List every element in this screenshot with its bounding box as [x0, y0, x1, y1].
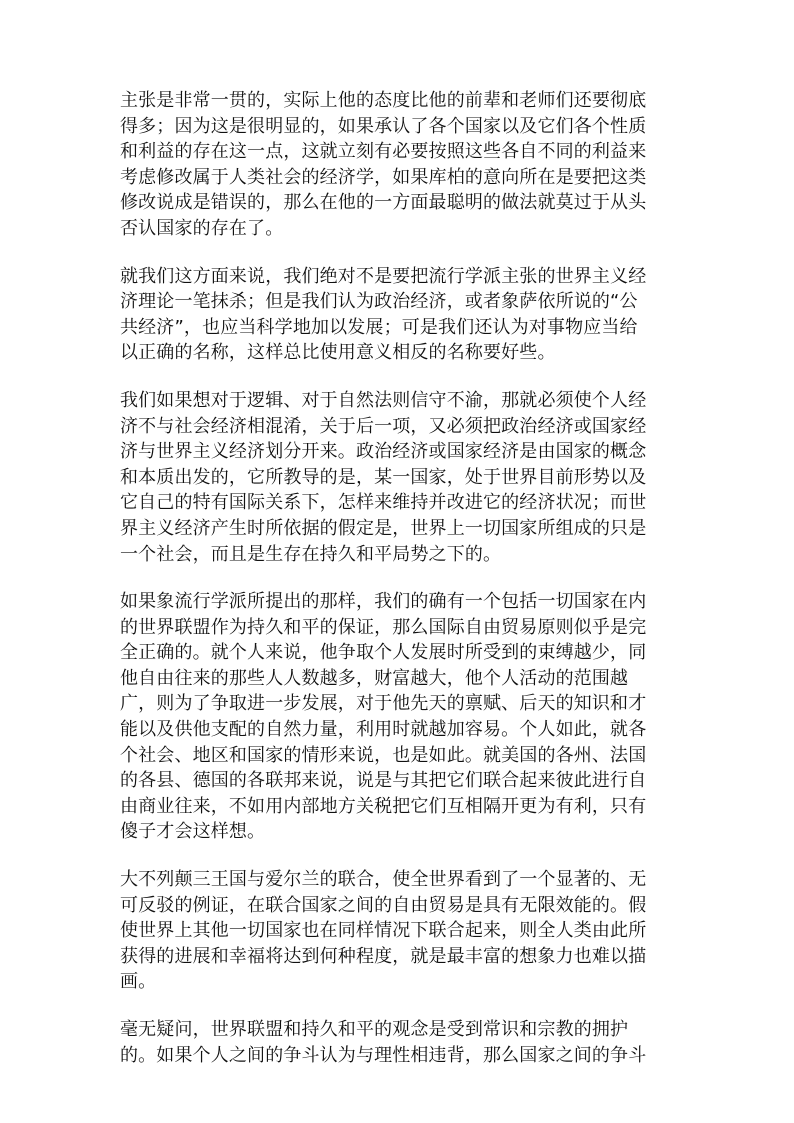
text-line: 修改说成是错误的，那么在他的一方面最聪明的做法就莫过于从头 — [120, 192, 647, 214]
paragraph-2 — [120, 264, 676, 366]
text-line: 他自由往来的那些人人数越多，财富越大，他个人活动的范围越 — [120, 667, 629, 689]
text-line: 个社会、地区和国家的情形来说，也是如此。就美国的各州、法国 — [120, 744, 647, 766]
paragraph-6 — [120, 1017, 676, 1068]
text-line: 如果象流行学派所提出的那样，我们的确有一个包括一切国家在内 — [120, 591, 647, 613]
text-line: 画。 — [120, 971, 157, 993]
text-line: 我们如果想对于逻辑、对于自然法则信守不渝，那就必须使个人经 — [120, 389, 647, 411]
text-line: 它自己的特有国际关系下，怎样来维持并改进它的经济状况；而世 — [120, 492, 647, 514]
text-line: 主张是非常一贯的，实际上他的态度比他的前辈和老师们还要彻底 — [120, 90, 647, 111]
text-line: 能以及供他支配的自然力量，利用时就越加容易。个人如此，就各 — [120, 719, 647, 741]
paragraph-3 — [120, 388, 676, 567]
text-line: 的世界联盟作为持久和平的保证，那么国际自由贸易原则似乎是完 — [120, 616, 647, 638]
text-line: 共经济”，也应当科学地加以发展；可是我们还认为对事物应当给 — [120, 316, 638, 338]
text-line: 就我们这方面来说，我们绝对不是要把流行学派主张的世界主义经 — [120, 265, 647, 287]
text-line: 傻子才会这样想。 — [120, 821, 266, 843]
text-line: 的。如果个人之间的争斗认为与理性相违背，那么国家之间的争斗 — [120, 1044, 647, 1066]
text-line: 的各县、德国的各联邦来说，说是与其把它们联合起来彼此进行自 — [120, 770, 647, 792]
text-line: 以正确的名称，这样总比使用意义相反的名称要好些。 — [120, 342, 556, 364]
body-text — [120, 88, 676, 1090]
text-line: 由商业往来，不如用内部地方关税把它们互相隔开更为有利，只有 — [120, 795, 647, 817]
text-line: 济理论一笔抹杀；但是我们认为政治经济，或者象萨依所说的“公 — [120, 291, 638, 313]
text-line: 毫无疑问，世界联盟和持久和平的观念是受到常识和宗教的拥护 — [120, 1019, 629, 1040]
text-line: 否认国家的存在了。 — [120, 217, 284, 239]
text-line: 一个社会，而且是生存在持久和平局势之下的。 — [120, 543, 502, 565]
text-line: 考虑修改属于人类社会的经济学，如果库柏的意向所在是要把这类 — [120, 166, 647, 188]
text-line: 和利益的存在这一点，这就立刻有必要按照这些各自不同的利益来 — [120, 141, 647, 163]
text-line: 得多；因为这是很明显的，如果承认了各个国家以及它们各个性质 — [120, 115, 647, 137]
text-line: 可反驳的例证，在联合国家之间的自由贸易是具有无限效能的。假 — [120, 894, 647, 916]
paragraph-1 — [120, 88, 676, 242]
text-line: 和本质出发的，它所教导的是，某一国家，处于世界目前形势以及 — [120, 466, 647, 488]
text-line: 全正确的。就个人来说，他争取个人发展时所受到的束缚越少，同 — [120, 642, 647, 664]
paragraph-5 — [120, 867, 676, 995]
paragraph-4 — [120, 589, 676, 845]
text-line: 大不列颠三王国与爱尔兰的联合，使全世界看到了一个显著的、无 — [120, 869, 647, 891]
text-line: 界主义经济产生时所依据的假定是，世界上一切国家所组成的只是 — [120, 517, 647, 539]
text-line: 济与世界主义经济划分开来。政治经济或国家经济是由国家的概念 — [120, 441, 647, 463]
text-line: 济不与社会经济相混淆，关于后一项，又必须把政治经济或国家经 — [120, 415, 647, 437]
text-line: 获得的进展和幸福将达到何种程度，就是最丰富的想象力也难以描 — [120, 945, 647, 967]
text-line: 使世界上其他一切国家也在同样情况下联合起来，则全人类由此所 — [120, 920, 647, 942]
text-line: 广，则为了争取进一步发展，对于他先天的禀赋、后天的知识和才 — [120, 693, 647, 715]
